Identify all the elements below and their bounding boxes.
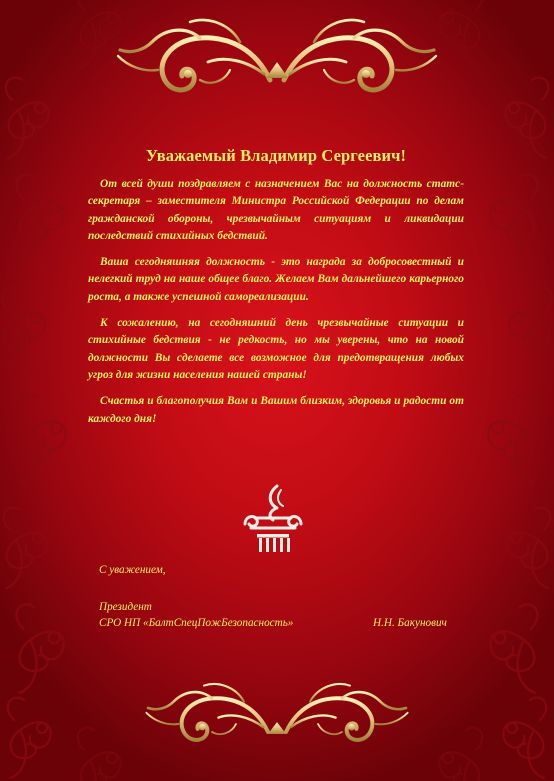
top-scroll-ornament-icon [118, 20, 436, 90]
bottom-scroll-ornament-icon [146, 684, 407, 740]
closing-text: С уважением, [99, 564, 166, 576]
letter-body [88, 146, 464, 437]
signer-name: Н.Н. Бакунович [373, 617, 447, 629]
flame-column-logo-icon [237, 480, 309, 560]
letter-title: Уважаемый Владимир Сергеевич! [145, 146, 407, 165]
paragraph-4: Счастья и благополучия Вам и Вашим близким, здоровья и радости от каждого дня! [88, 395, 464, 425]
signer-position: Президент [99, 601, 152, 613]
paragraph-1: От всей души поздравляем с назначением Вас на должность статс-секретаря – заместителя Министра Российской Федерации по делам гражданской обороны, чрезвычайным ситуациям и ликвидации последствий стихийных бедствий. [88, 178, 464, 242]
paragraph-2: Ваша сегодняшняя должность - это награда за добросовестный и нелегкий труд на наше общее благо. Желаем Вам дальнейшего карьерного роста, а также успешной самореализации. [88, 256, 464, 303]
organization-name: СРО НП «БалтСпецПожБезопасность» [99, 617, 294, 629]
paragraph-3: К сожалению, на сегодняшний день чрезвычайные ситуации и стихийные бедствия - не редкость, но мы уверены, что на новой должности Вы сделаете все возможное для предотвращения любых угроз для жизни населения нашей страны! [88, 317, 464, 381]
